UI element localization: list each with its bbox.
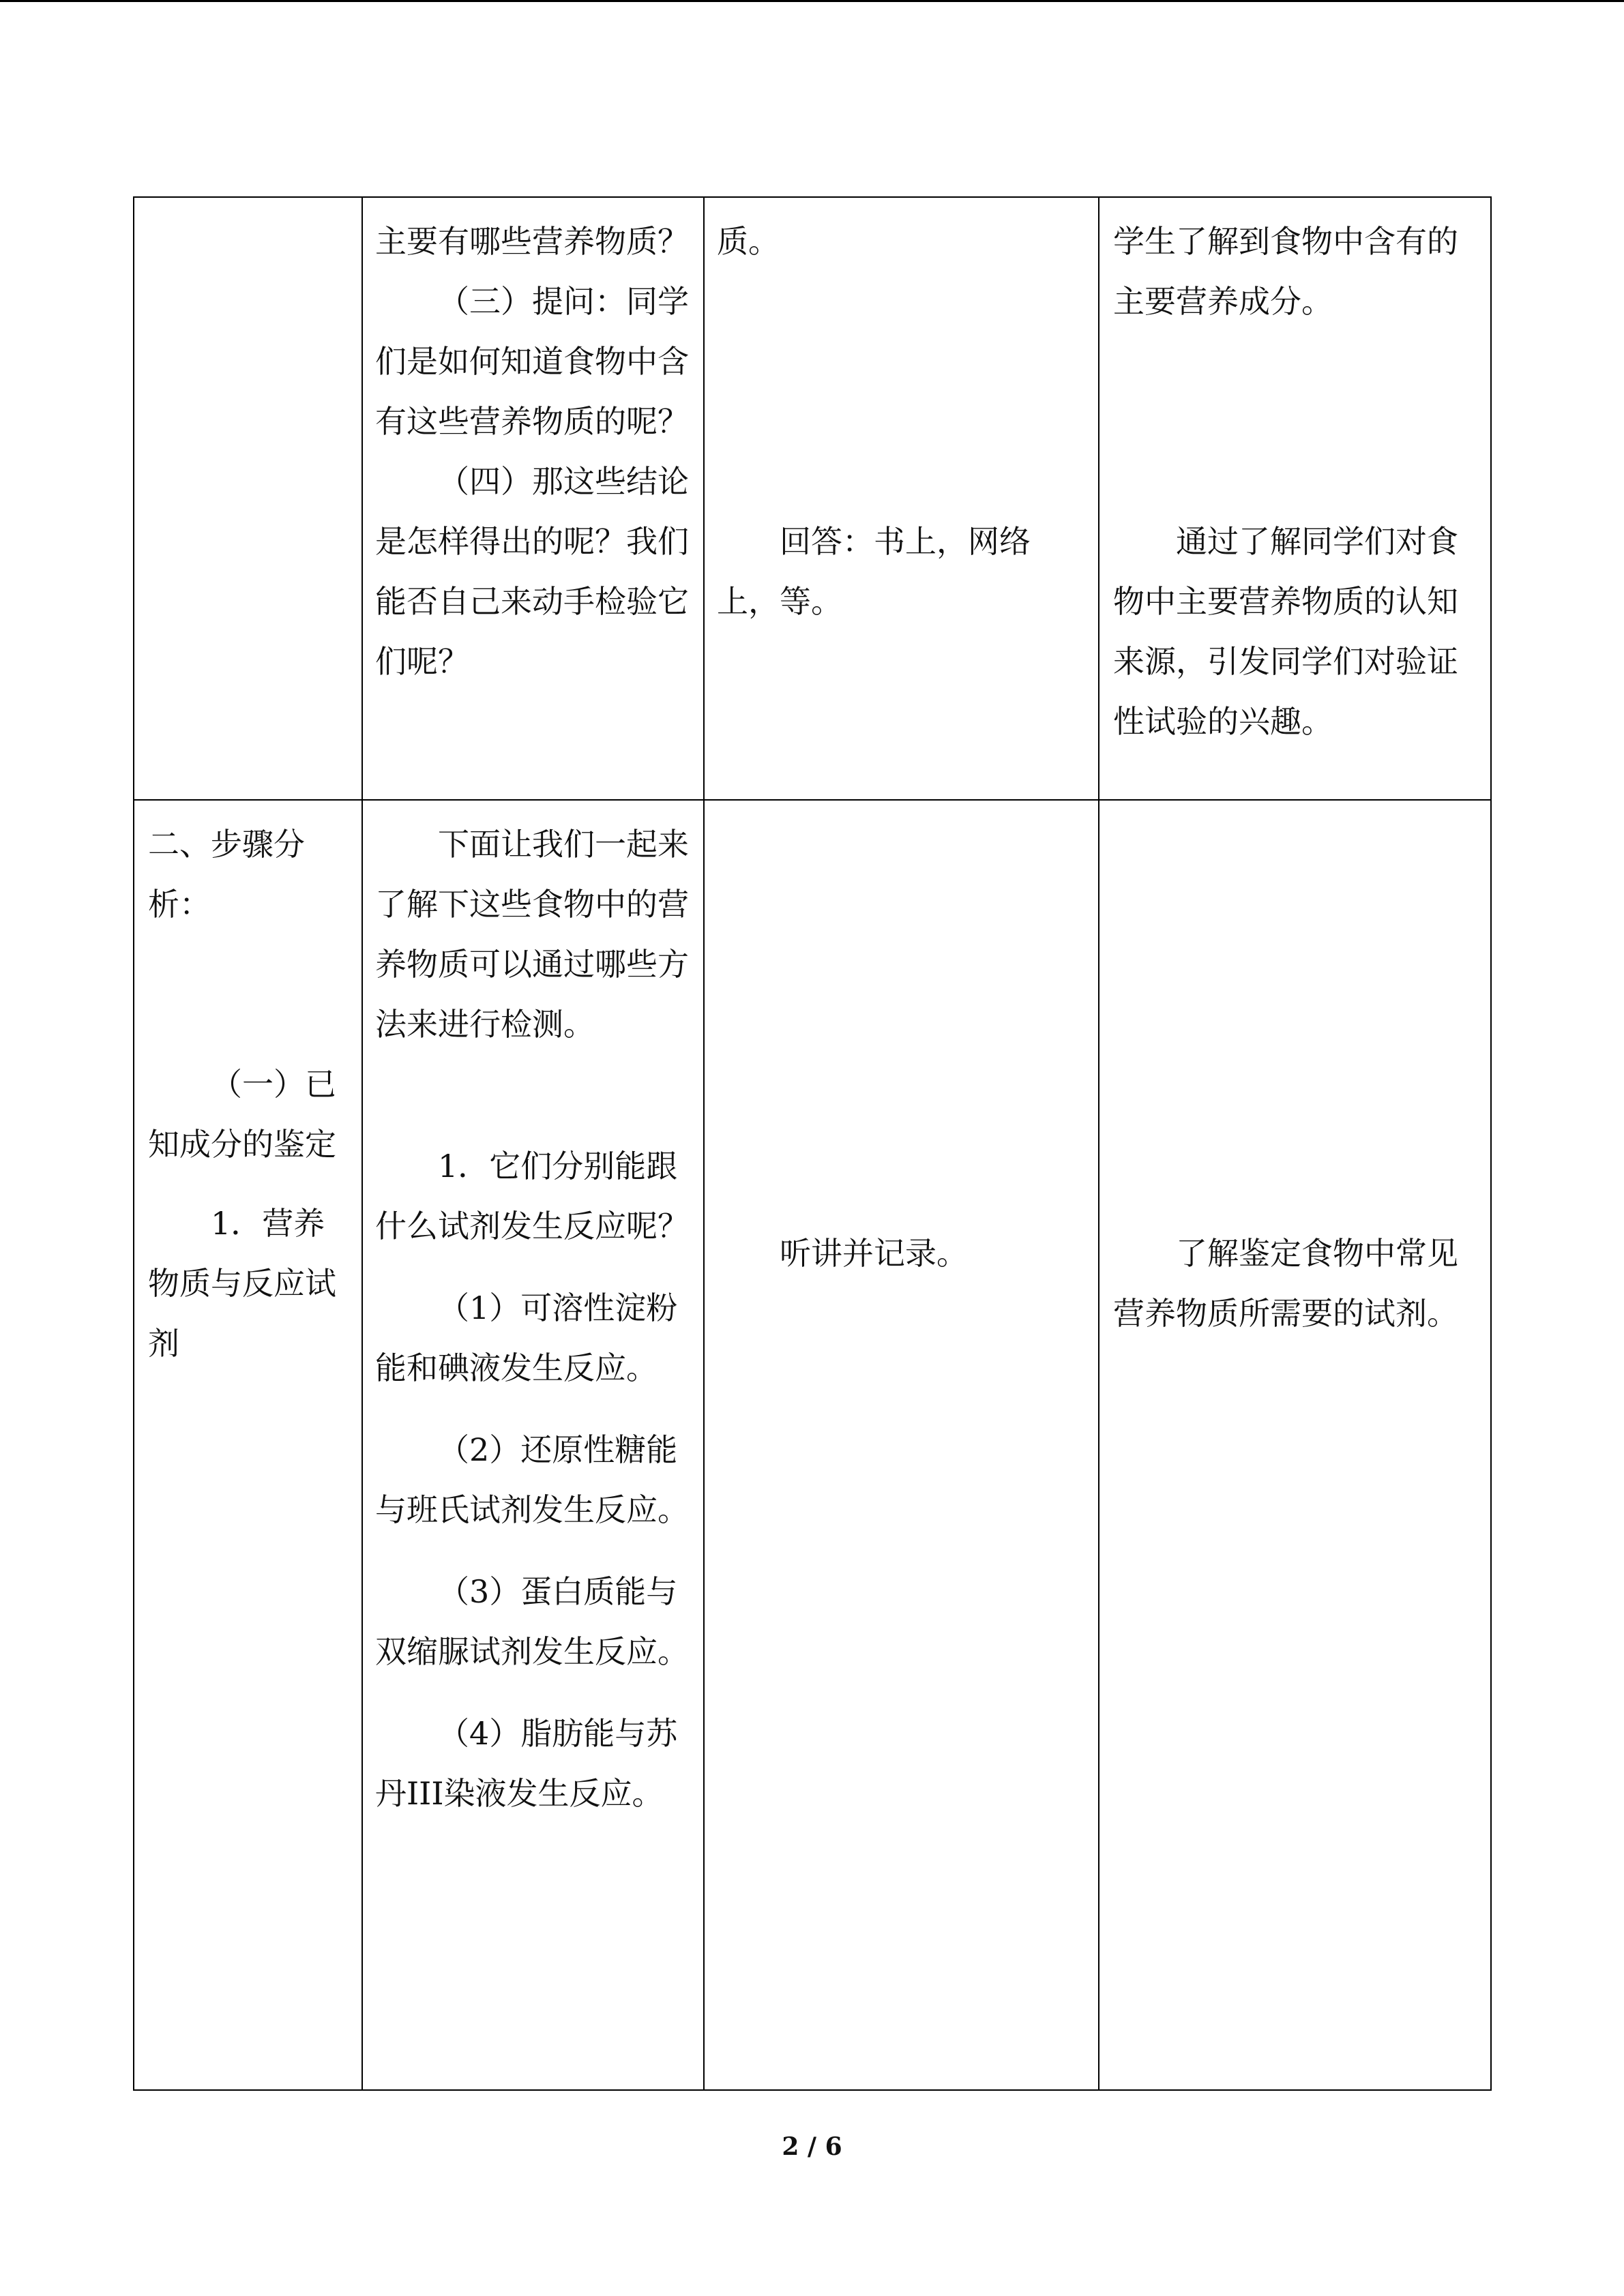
cell-text: 1．它们分别能跟什么试剂发生反应呢？ xyxy=(375,1148,689,1244)
column-divider xyxy=(361,198,363,2089)
row2-student-activity xyxy=(717,1223,1085,1283)
cell-text: 质。 xyxy=(717,223,780,260)
page-number: 2 / 6 xyxy=(782,2132,842,2161)
row2-design-intent xyxy=(1113,1223,1481,1343)
lesson-plan-table xyxy=(133,196,1492,2091)
cell-text: 通过了解同学们对食物中主要营养物质的认知来源，引发同学们对验证性试验的兴趣。 xyxy=(1113,523,1458,740)
row1-design-intent xyxy=(1113,211,1481,751)
top-border xyxy=(0,0,1624,2)
cell-text: （4）脂肪能与苏丹III染液发生反应。 xyxy=(375,1715,678,1812)
cell-text: （3）蛋白质能与双缩脲试剂发生反应。 xyxy=(375,1573,689,1670)
cell-text: （四）那这些结论是怎样得出的呢？我们能否自己来动手检验它们呢？ xyxy=(375,463,689,680)
cell-text: 主要有哪些营养物质？ xyxy=(375,223,689,260)
row2-section-heading xyxy=(148,814,353,1373)
cell-text: 学生了解到食物中含有的主要营养成分。 xyxy=(1113,223,1458,320)
cell-text: 1．营养物质与反应试剂 xyxy=(148,1205,336,1362)
cell-text: 下面让我们一起来了解下这些食物中的营养物质可以通过哪些方法来进行检测。 xyxy=(375,826,689,1043)
cell-text: 了解鉴定食物中常见营养物质所需要的试剂。 xyxy=(1113,1235,1458,1332)
column-divider xyxy=(703,198,705,2089)
row1-student-activity xyxy=(717,211,1085,631)
row1-teacher-activity xyxy=(375,211,689,691)
cell-text: 听讲并记录。 xyxy=(780,1235,968,1272)
row-divider xyxy=(134,799,1490,801)
cell-text: （1）可溶性淀粉能和碘液发生反应。 xyxy=(375,1289,678,1386)
row2-teacher-activity xyxy=(375,814,689,1823)
cell-text: 回答：书上，网络上，等。 xyxy=(717,523,1031,620)
column-divider xyxy=(1098,198,1099,2089)
cell-text: （三）提问：同学们是如何知道食物中含有这些营养物质的呢？ xyxy=(375,283,689,440)
cell-text: （一）已知成分的鉴定 xyxy=(148,1066,336,1163)
cell-text: （2）还原性糖能与班氏试剂发生反应。 xyxy=(375,1431,689,1528)
cell-text: 二、步骤分析： xyxy=(148,826,305,923)
